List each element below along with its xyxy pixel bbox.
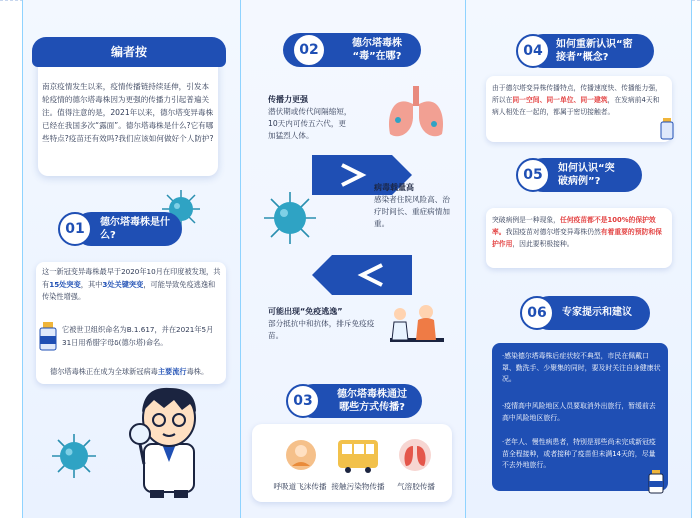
section-06-number: 06 [520, 296, 554, 330]
vaccination-illustration [386, 298, 448, 356]
section-01-paragraph-2: 它被世卫组织命名为B.1.617，并在2021年5月31日用希腊字母δ(德尔塔)命名。 [62, 325, 214, 347]
tip-3: ·老年人、慢性病患者，特别是那些尚未完成新冠疫苗全程接种，或者接种了疫苗但未满14天的，尽量不去外地旅行。 [502, 438, 656, 469]
section-04-card [486, 76, 672, 142]
editor-note-title: 编者按 [32, 37, 226, 67]
vaccine-bottle-icon [648, 470, 664, 494]
fold-guide [22, 0, 23, 518]
lungs-icon [384, 84, 448, 142]
section-01-paragraph-1: 这一新冠变异毒株最早于2020年10月在印度被发现，共有15处突变，其中3处关键突变，可能导致免疫逃逸和传染性增强。 [42, 267, 221, 301]
section-01-card [36, 262, 226, 384]
tip-2: ·疫情高中风险地区人员要取消外出旅行，暂缓前去高中风险地区旅行。 [502, 402, 656, 422]
section-03-title: 德尔塔毒株通过 哪些方式传播? [337, 389, 407, 413]
transmission-way-2: 接触污染物传播 [331, 482, 385, 491]
section-05-title: 如何认识“突 破病例”? [558, 163, 615, 187]
section-06-title: 专家提示和建议 [562, 307, 632, 318]
section-01-number: 01 [58, 212, 92, 246]
section-05-card [486, 208, 672, 268]
tip-1: ·感染德尔塔毒株后症状较不典型，市民在佩戴口罩、勤洗手、少聚集的同时，要及时关注自身健康状况。 [502, 352, 661, 383]
section-01-paragraph-3: 德尔塔毒株正在成为全球新冠病毒主要流行毒株。 [50, 367, 209, 376]
vaccine-bottle-icon [660, 118, 674, 140]
section-04-title: 如何重新认识“密 接者”概念? [556, 39, 633, 63]
section-05-number: 05 [516, 158, 550, 192]
aerosol-lungs-icon [398, 438, 432, 472]
feature-3: 可能出现“免疫逃逸” 部分抵抗中和抗体，排斥免疫疫苗。 [268, 307, 375, 340]
fold-guide [691, 0, 692, 518]
virus-icon [262, 190, 318, 246]
editor-note-text: 南京疫情发生以来，疫情传播链持续延伸，引发本轮疫情的德尔塔毒株因为更强的传播力引起普遍关注。值得注意的是，2021年以来，德尔塔变异毒株已经在我国多次“露面”。德尔塔毒株是什么?它有哪些特点?疫苗还有效吗?我们应该如何做好个人防护? [42, 82, 214, 143]
section-02-title: 德尔塔毒株 “毒”在哪? [352, 38, 402, 62]
feature-2: 病毒载量高 感染者住院风险高、治疗时间长、重症病情加重。 [374, 183, 450, 228]
transmission-way-3: 气溶胶传播 [397, 482, 435, 491]
droplet-spread-icon [284, 438, 318, 472]
fold-guide [465, 0, 466, 518]
virus-icon [50, 432, 98, 480]
section-06-card [492, 343, 668, 491]
section-04-text: 由于德尔塔变异株传播特点，传播速度快、传播能力强，所以在同一空间、同一单位、同一建筑，在发病前4天和病人相处在一起的，都属于密切接触者。 [492, 84, 662, 116]
transmission-way-1: 呼吸道飞沫传播 [273, 482, 327, 491]
vaccine-bottle-icon [38, 322, 58, 352]
fold-guide [240, 0, 241, 518]
doctor-cartoon-illustration [128, 382, 210, 500]
section-03-number: 03 [286, 384, 320, 418]
bus-contact-icon [336, 436, 380, 474]
section-02-number: 02 [292, 33, 326, 67]
section-04-number: 04 [516, 34, 550, 68]
feature-1: 传播力更强 潜伏期或传代间隔缩短，10天内可传五六代，更加猛烈人体。 [268, 95, 352, 140]
section-01-title: 德尔塔毒株是什么? [100, 217, 170, 241]
section-05-text: 突破病例是一种现象，任何疫苗都不是100%的保护效率。我国疫苗对德尔塔变异毒株仍然有着重要的预防和保护作用，因此要积极接种。 [492, 216, 662, 248]
